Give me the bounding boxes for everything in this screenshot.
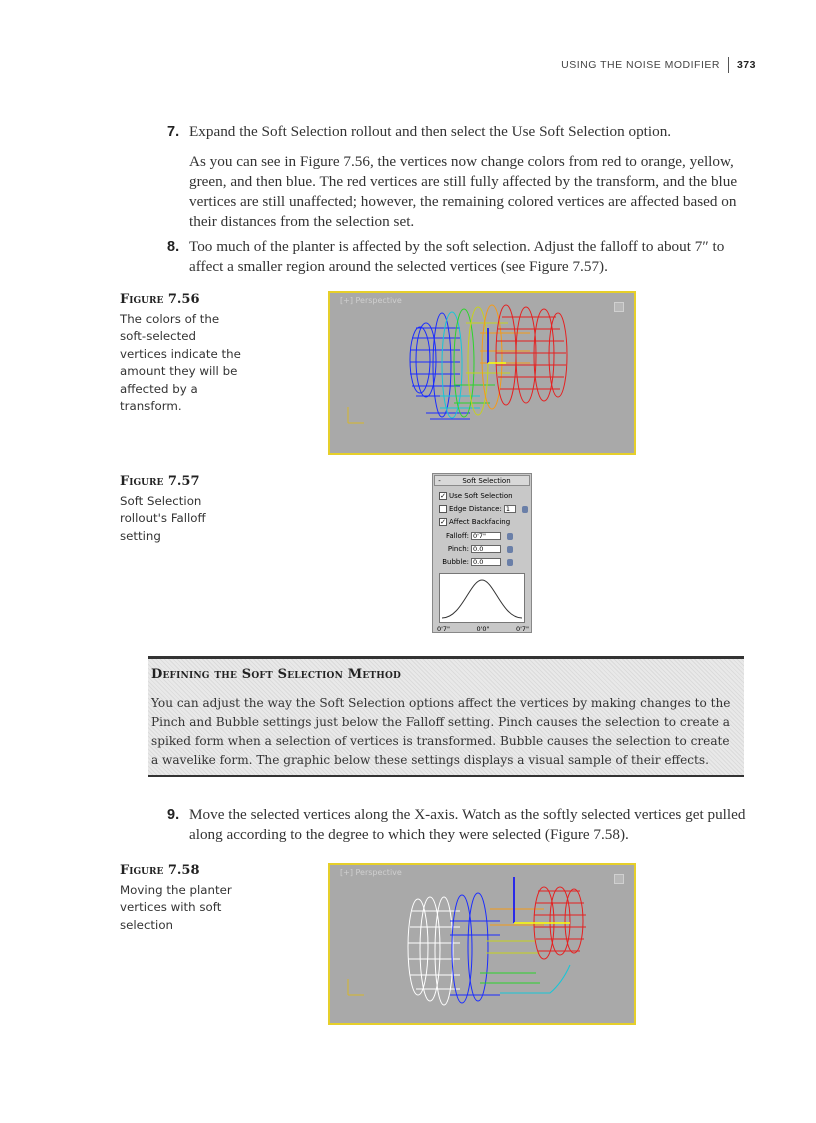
affect-backfacing-row[interactable] [439, 517, 510, 527]
sidebar-body: You can adjust the way the Soft Selection options affect the vertices by making changes to the Pinch and Bubble settings just below the Falloff setting. Pinch causes the selection to create a spiked form when a selection of vertices is transformed. Bubble causes the selection to create a wavelike form. The graphic below these settings displays a visual sample of their effects. [151, 696, 731, 767]
use-soft-selection-row[interactable] [439, 491, 513, 501]
figure-7-58-caption [120, 862, 245, 934]
viewport-label: [+] Perspective [340, 296, 402, 305]
page-number: 373 [736, 59, 756, 71]
falloff-curve-graph [439, 573, 525, 623]
figure-label: Figure 7.58 [120, 863, 200, 878]
figure-caption-text: Moving the planter vertices with soft selection [120, 882, 232, 932]
figure-7-56-caption [120, 291, 245, 416]
edge-distance-row [439, 504, 528, 514]
pinch-row [439, 544, 513, 554]
falloff-input[interactable]: 0'7" [471, 532, 501, 540]
step-text: Move the selected vertices along the X-axis. Watch as the softly selected vertices get pulled along according to the degree to which they were selected (Figure 7.58). [189, 806, 746, 843]
rollout-title-bar[interactable] [434, 475, 530, 486]
step-number: 7. [167, 124, 180, 140]
sidebar-title: Defining the Soft Selection Method [151, 667, 402, 682]
figure-caption-text: The colors of the soft-selected vertices indicate the amount they will be affected by a transform. [120, 311, 241, 413]
affect-backfacing-label: Affect Backfacing [449, 518, 511, 526]
edge-distance-label: Edge Distance: [449, 505, 502, 513]
edge-distance-input[interactable]: 1 [504, 505, 516, 513]
step-text: Too much of the planter is affected by the soft selection. Adjust the falloff to about 7″ to affect a smaller region around the selected vertices (see Figure 7.57). [189, 238, 725, 275]
step-9 [167, 805, 747, 845]
figure-label: Figure 7.57 [120, 474, 200, 489]
tick-center: 0'0" [476, 625, 490, 633]
figure-7-57-caption [120, 473, 245, 545]
falloff-label: Falloff: [445, 532, 469, 540]
bubble-label: Bubble: [442, 558, 469, 566]
step-number: 9. [167, 807, 180, 823]
tick-left: 0'7" [437, 625, 451, 633]
figure-label: Figure 7.56 [120, 292, 200, 307]
figure-caption-text: Soft Selection rollout's Falloff setting [120, 493, 206, 543]
use-soft-selection-label: Use Soft Selection [449, 492, 513, 500]
affect-backfacing-checkbox[interactable]: ✓ [440, 518, 446, 526]
tick-right: 0'7" [515, 625, 529, 633]
bubble-spinner[interactable] [507, 559, 513, 566]
figure-7-58-viewport [328, 863, 636, 1025]
edge-distance-spinner[interactable] [522, 506, 528, 513]
planter-wireframe [330, 293, 634, 453]
step-number: 8. [167, 239, 180, 255]
viewport-label: [+] Perspective [340, 868, 402, 877]
running-head [561, 57, 756, 73]
step-7-paragraph: As you can see in Figure 7.56, the vertices now change colors from red to orange, yellow, green, and then blue. The red vertices are still fully affected by the transform, and the blue vertices are still unaffected; however, the remaining colored vertices are affected based on their distances from the selection set. [189, 153, 738, 230]
bubble-input[interactable]: 0.0 [471, 558, 501, 566]
use-soft-selection-checkbox[interactable]: ✓ [440, 492, 446, 500]
rollout-title: Soft Selection [462, 476, 511, 485]
falloff-curve [440, 574, 524, 622]
step-8 [167, 237, 747, 277]
figure-7-56-viewport [328, 291, 636, 455]
falloff-spinner[interactable] [507, 533, 513, 540]
falloff-row [439, 531, 513, 541]
rollout-collapse-icon[interactable]: - [438, 476, 441, 485]
step-text: Expand the Soft Selection rollout and then select the Use Soft Selection option. [189, 123, 672, 140]
falloff-ticks [437, 625, 529, 633]
running-head-title: USING THE NOISE MODIFIER [561, 57, 729, 73]
planter-wireframe-moved [330, 865, 634, 1023]
bubble-row [439, 557, 513, 567]
pinch-input[interactable]: 0.0 [471, 545, 501, 553]
pinch-spinner[interactable] [507, 546, 513, 553]
sidebar-box [148, 656, 744, 777]
edge-distance-checkbox[interactable] [439, 505, 447, 513]
soft-selection-rollout [432, 473, 532, 633]
pinch-label: Pinch: [447, 545, 469, 553]
step-7 [167, 122, 747, 142]
